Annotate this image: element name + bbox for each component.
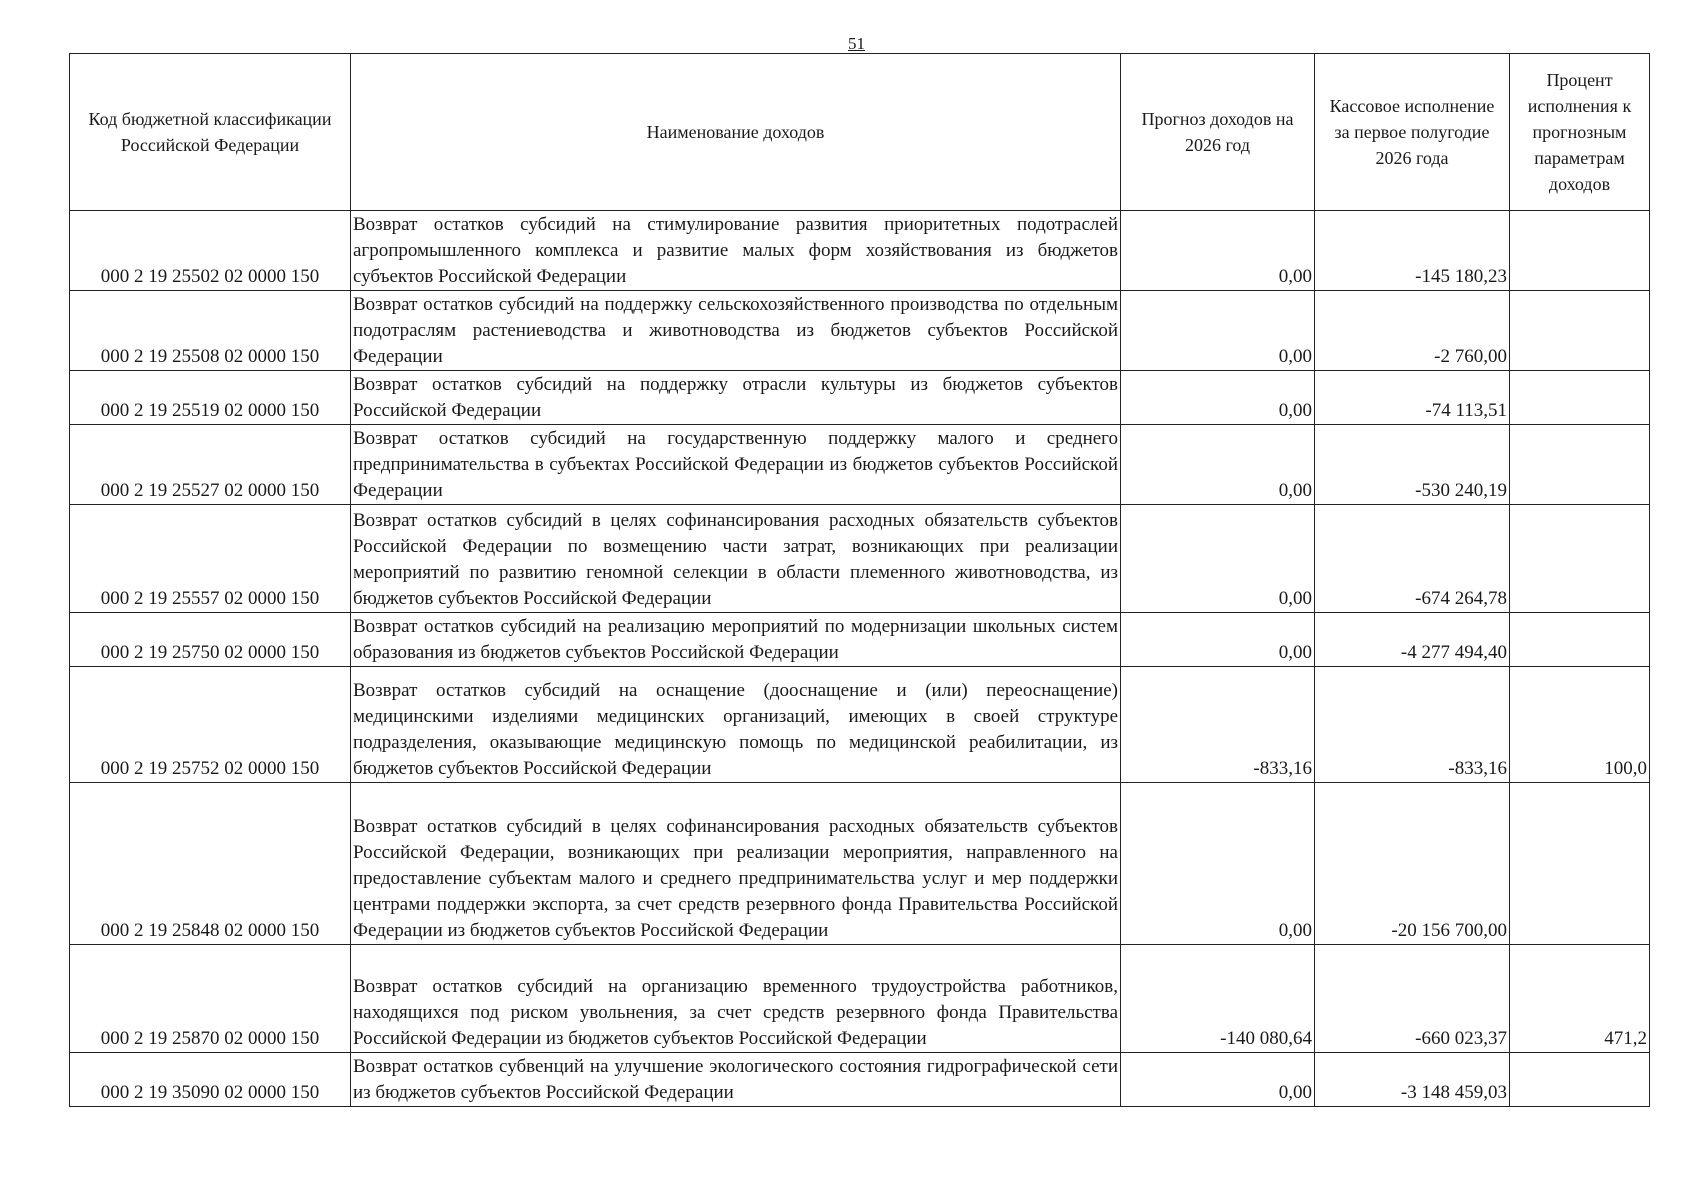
execution-cell: -20 156 700,00	[1315, 783, 1510, 945]
execution-cell: -833,16	[1315, 667, 1510, 783]
revenue-name-cell: Возврат остатков субсидий в целях софинансирования расходных обязательств субъектов Российской Федерации, возникающих при реализации мероприятия, направленного на предоставление субъектам малого и среднего предпринимательства услуг и мер поддержки центрами поддержки экспорта, за счет средств резервного фонда Правительства Российской Федерации из бюджетов субъектов Российской Федерации	[351, 783, 1121, 945]
budget-code-cell: 000 2 19 25870 02 0000 150	[70, 945, 351, 1053]
table-row	[70, 371, 1650, 425]
forecast-cell: 0,00	[1121, 211, 1315, 291]
forecast-cell: 0,00	[1121, 1053, 1315, 1107]
table-row	[70, 211, 1650, 291]
header-row	[70, 54, 1650, 211]
revenue-name-cell: Возврат остатков субсидий на поддержку сельскохозяйственного производства по отдельным подотраслям растениеводства и животноводства из бюджетов субъектов Российской Федерации	[351, 291, 1121, 371]
budget-code-cell: 000 2 19 25750 02 0000 150	[70, 613, 351, 667]
execution-cell: -145 180,23	[1315, 211, 1510, 291]
forecast-cell: 0,00	[1121, 505, 1315, 613]
header-execution: Кассовое исполнение за первое полугодие 2026 года	[1315, 54, 1510, 211]
revenue-name-cell: Возврат остатков субсидий на государственную поддержку малого и среднего предпринимательства в субъектах Российской Федерации из бюджетов субъектов Российской Федерации	[351, 425, 1121, 505]
revenue-name-cell: Возврат остатков субсидий в целях софинансирования расходных обязательств субъектов Российской Федерации по возмещению части затрат, возникающих при реализации мероприятий по развитию геномной селекции в области племенного животноводства, из бюджетов субъектов Российской Федерации	[351, 505, 1121, 613]
forecast-cell: 0,00	[1121, 371, 1315, 425]
percent-cell	[1510, 505, 1650, 613]
budget-code-cell: 000 2 19 25508 02 0000 150	[70, 291, 351, 371]
revenue-name-cell: Возврат остатков субсидий на реализацию мероприятий по модернизации школьных систем образования из бюджетов субъектов Российской Федерации	[351, 613, 1121, 667]
forecast-cell: 0,00	[1121, 783, 1315, 945]
execution-cell: -530 240,19	[1315, 425, 1510, 505]
budget-code-cell: 000 2 19 25752 02 0000 150	[70, 667, 351, 783]
execution-cell: -4 277 494,40	[1315, 613, 1510, 667]
header-name: Наименование доходов	[351, 54, 1121, 211]
execution-cell: -674 264,78	[1315, 505, 1510, 613]
forecast-cell: -140 080,64	[1121, 945, 1315, 1053]
header-forecast: Прогноз доходов на 2026 год	[1121, 54, 1315, 211]
header-percent: Процент исполнения к прогнозным параметрам доходов	[1510, 54, 1650, 211]
forecast-cell: 0,00	[1121, 425, 1315, 505]
execution-cell: -74 113,51	[1315, 371, 1510, 425]
table-row	[70, 613, 1650, 667]
percent-cell: 471,2	[1510, 945, 1650, 1053]
table-row	[70, 291, 1650, 371]
revenue-name-cell: Возврат остатков субсидий на стимулирование развития приоритетных подотраслей агропромышленного комплекса и развитие малых форм хозяйствования из бюджетов субъектов Российской Федерации	[351, 211, 1121, 291]
table-row	[70, 425, 1650, 505]
revenue-name-cell: Возврат остатков субвенций на улучшение экологического состояния гидрографической сети из бюджетов субъектов Российской Федерации	[351, 1053, 1121, 1107]
execution-cell: -3 148 459,03	[1315, 1053, 1510, 1107]
header-code: Код бюджетной классификации Российской Федерации	[70, 54, 351, 211]
percent-cell: 100,0	[1510, 667, 1650, 783]
percent-cell	[1510, 1053, 1650, 1107]
percent-cell	[1510, 783, 1650, 945]
revenue-name-cell: Возврат остатков субсидий на оснащение (дооснащение и (или) переоснащение) медицинскими изделиями медицинских организаций, имеющих в своей структуре подразделения, оказывающие медицинскую помощь по медицинской реабилитации, из бюджетов субъектов Российской Федерации	[351, 667, 1121, 783]
budget-code-cell: 000 2 19 25502 02 0000 150	[70, 211, 351, 291]
table-row	[70, 1053, 1650, 1107]
forecast-cell: 0,00	[1121, 291, 1315, 371]
table-body	[70, 211, 1650, 1107]
page-number: 51	[848, 34, 865, 53]
revenue-name-cell: Возврат остатков субсидий на организацию временного трудоустройства работников, находящихся под риском увольнения, за счет средств резервного фонда Правительства Российской Федерации из бюджетов субъектов Российской Федерации	[351, 945, 1121, 1053]
revenue-name-cell: Возврат остатков субсидий на поддержку отрасли культуры из бюджетов субъектов Российской Федерации	[351, 371, 1121, 425]
budget-code-cell: 000 2 19 35090 02 0000 150	[70, 1053, 351, 1107]
percent-cell	[1510, 211, 1650, 291]
percent-cell	[1510, 291, 1650, 371]
budget-code-cell: 000 2 19 25557 02 0000 150	[70, 505, 351, 613]
percent-cell	[1510, 613, 1650, 667]
budget-code-cell: 000 2 19 25848 02 0000 150	[70, 783, 351, 945]
forecast-cell: 0,00	[1121, 613, 1315, 667]
table-row	[70, 783, 1650, 945]
table-row	[70, 945, 1650, 1053]
table-row	[70, 667, 1650, 783]
budget-code-cell: 000 2 19 25527 02 0000 150	[70, 425, 351, 505]
percent-cell	[1510, 425, 1650, 505]
execution-cell: -660 023,37	[1315, 945, 1510, 1053]
percent-cell	[1510, 371, 1650, 425]
table-header	[70, 54, 1650, 211]
budget-code-cell: 000 2 19 25519 02 0000 150	[70, 371, 351, 425]
table-row	[70, 505, 1650, 613]
execution-cell: -2 760,00	[1315, 291, 1510, 371]
revenue-table	[69, 53, 1650, 1107]
forecast-cell: -833,16	[1121, 667, 1315, 783]
